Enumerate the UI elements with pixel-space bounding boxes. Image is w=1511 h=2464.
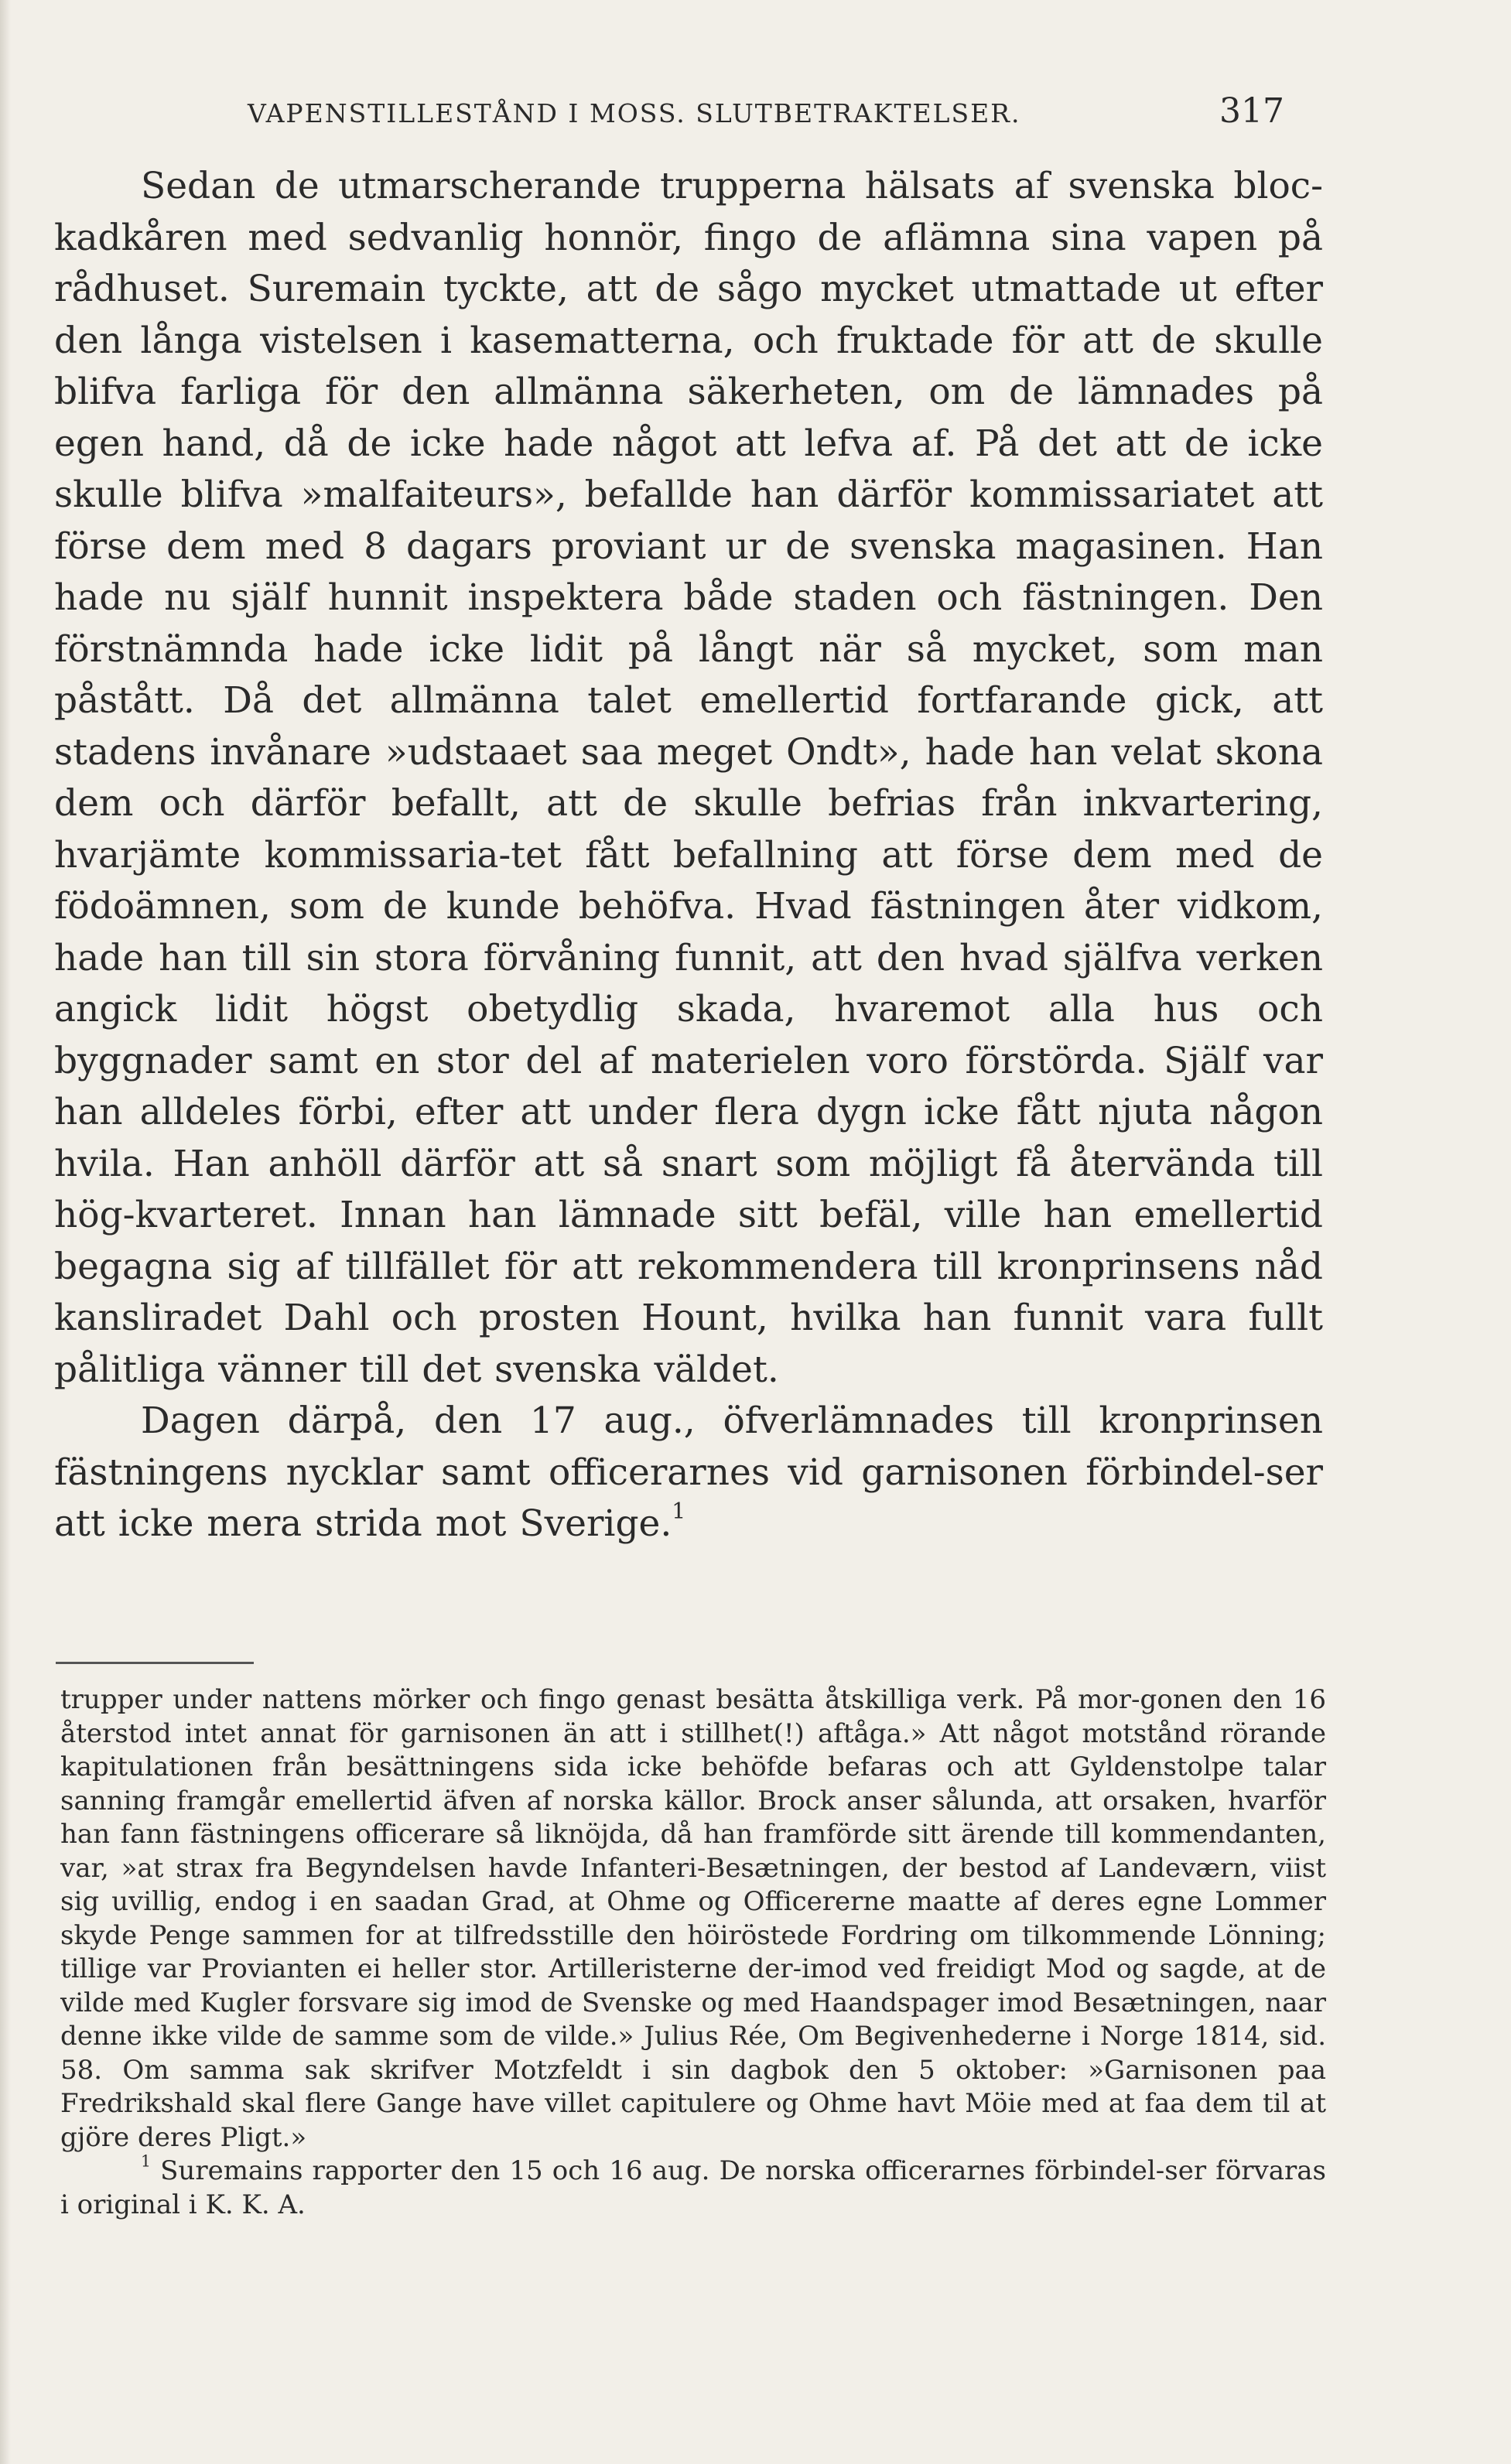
footnote-1 xyxy=(60,2151,1326,2222)
page-header xyxy=(248,91,1284,131)
footnote-continued: trupper under nattens mörker och fingo genast besätta åtskilliga verk. På mor-gonen den 16 återstod intet annat för garnisonen än att i stillhet(!) aftåga.» Att något motstånd rörande kapitulationen från besättningens sida icke behöfde befaras och att Gyldenstolpe talar sanning framgår emellertid äfven af norska källor. Brock anser sålunda, att orsaken, hvarför han fann fästningens officerare så liknöjda, då han framförde sitt ärende till kommendanten, var, »at strax fra Begyndelsen havde Infanteri-Besætningen, der bestod af Landeværn, viist sig uvillig, endog i en saadan Grad, at Ohme og Officererne maatte af deres egne Lommer skyde Penge sammen for at tilfredsstille den höiröstede Fordring om tilkommende Lönning; tillige var Provianten ei heller stor. Artilleristerne der-imod ved freidigt Mod og sagde, at de vilde med Kugler forsvare sig imod de Svenske og med Haandspager imod Besætningen, naar denne ikke vilde de samme som de vilde.» Julius Rée, Om Begivenhederne i Norge 1814, sid. 58. Om samma sak skrifver Motzfeldt i sin dagbok den 5 oktober: »Garnisonen paa Fredrikshald skal flere Gange have villet capitulere og Ohme havt Möie med at faa dem til at gjöre deres Pligt.» xyxy=(60,1684,1326,2153)
page-number: 317 xyxy=(1219,91,1284,131)
paragraph-2-text: Dagen därpå, den 17 aug., öfverlämnades till kronprinsen fästningens nycklar samt officerarnes vid garnisonen förbindel-ser att icke mera strida mot Sverige. xyxy=(54,1399,1323,1545)
footnote-ref-1[interactable]: 1 xyxy=(672,1498,686,1524)
paragraph-2 xyxy=(54,1396,1323,1550)
footnote-1-marker: 1 xyxy=(141,2151,151,2171)
footnote-1-text: Suremains rapporter den 15 och 16 aug. De norska officerarnes förbindel-ser förvaras i original i K. K. A. xyxy=(60,2155,1326,2220)
main-text xyxy=(54,161,1323,1550)
running-head: VAPENSTILLESTÅND I MOSS. SLUTBETRAKTELSER. xyxy=(248,98,1021,128)
footnote-rule xyxy=(56,1662,254,1664)
page-edge-shadow xyxy=(0,0,11,2464)
footnotes xyxy=(60,1683,1326,2222)
paragraph-1: Sedan de utmarscherande trupperna hälsats af svenska bloc-kadkåren med sedvanlig honnör, fingo de aflämna sina vapen på rådhuset. Suremain tyckte, att de sågo mycket utmattade ut efter den långa vistelsen i kasematterna, och fruktade för att de skulle blifva farliga för den allmänna säkerheten, om de lämnades på egen hand, då de icke hade något att lefva af. På det att de icke skulle blifva »malfaiteurs», befallde han därför kommissariatet att förse dem med 8 dagars proviant ur de svenska magasinen. Han hade nu själf hunnit inspektera både staden och fästningen. Den förstnämnda hade icke lidit på långt när så mycket, som man påstått. Då det allmänna talet emellertid fortfarande gick, att stadens invånare »udstaaet saa meget Ondt», hade han velat skona dem och därför befallt, att de skulle befrias från inkvartering, hvarjämte kommissaria-tet fått befallning att förse dem med de födoämnen, som de kunde behöfva. Hvad fästningen åter vidkom, hade han till sin stora förvåning funnit, att den hvad själfva verken angick lidit högst obetydlig skada, hvaremot alla hus och byggnader samt en stor del af materielen voro förstörda. Själf var han alldeles förbi, efter att under flera dygn icke fått njuta någon hvila. Han anhöll därför att så snart som möjligt få återvända till hög-kvarteret. Innan han lämnade sitt befäl, ville han emellertid begagna sig af tillfället för att rekommendera till kronprinsens nåd kansliradet Dahl och prosten Hount, hvilka han funnit vara fullt pålitliga vänner till det svenska väldet. xyxy=(54,165,1323,1391)
